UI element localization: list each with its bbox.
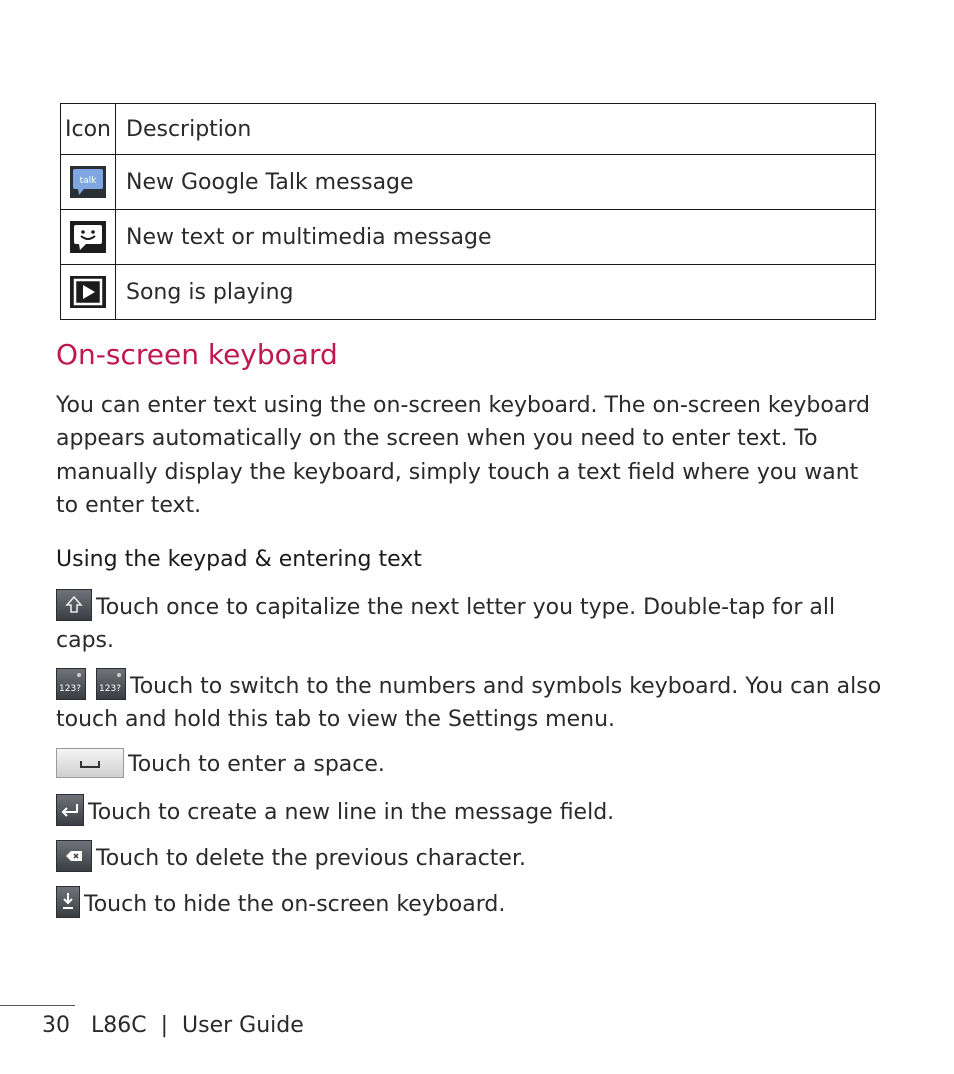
section-heading: On-screen keyboard [56,338,338,371]
key-text: Touch to switch to the numbers and symbols keyboard. You can also touch and hold this tab to view the Settings menu. [56,674,882,732]
space-key-icon [56,748,124,778]
svg-text:123?: 123? [99,684,121,694]
header-description-cell: Description [116,104,876,155]
icon-description-table [60,103,876,320]
hide-keyboard-key-icon [56,886,80,918]
row-description: New text or multimedia message [116,210,876,265]
key-description-symbols [56,668,886,736]
key-description-hide [56,886,886,921]
key-text: Touch to create a new line in the message field. [88,800,615,825]
shift-key-icon [56,589,92,621]
play-icon [70,276,106,308]
symbols-key-icon [96,668,126,700]
guide-title: User Guide [182,1013,304,1038]
talk-icon [70,166,106,198]
svg-text:talk: talk [79,176,97,186]
key-text: Touch to delete the previous character. [96,846,526,871]
delete-key-icon [56,840,92,872]
table-row [61,265,876,320]
table-row [61,210,876,265]
svg-text:123?: 123? [59,684,81,694]
message-icon [70,221,106,253]
section-subheading: Using the keypad & entering text [56,547,422,572]
footer-divider [0,1005,75,1006]
key-text: Touch once to capitalize the next letter you type. Double-tap for all caps. [56,595,836,653]
key-description-enter [56,794,886,829]
enter-key-icon [56,794,84,826]
model-name: L86C [90,1013,147,1038]
table-header-row [61,104,876,155]
intro-paragraph: You can enter text using the on-screen keyboard. The on-screen keyboard appears automatically on the screen when you need to enter text. To manually display the keyboard, simply touch a text field where you want to enter text. [56,393,870,519]
page-number: 30 [42,1013,70,1038]
key-text: Touch to enter a space. [128,752,385,777]
page-footer [42,1013,304,1038]
key-text: Touch to hide the on-screen keyboard. [84,892,506,917]
key-description-shift [56,589,886,657]
key-description-space [56,748,886,781]
row-description: New Google Talk message [116,155,876,210]
symbols-key-icon [56,668,86,700]
row-description: Song is playing [116,265,876,320]
footer-separator: | [160,1013,169,1038]
key-description-delete [56,840,886,875]
header-icon-cell: Icon [61,104,116,155]
table-row [61,155,876,210]
